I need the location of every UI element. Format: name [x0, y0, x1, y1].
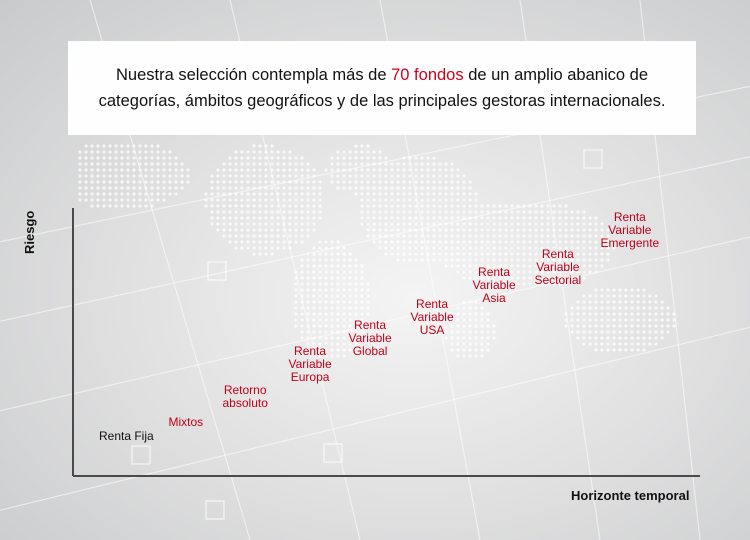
category-label-line: Renta [613, 210, 646, 224]
x-axis-label: Horizonte temporal [571, 488, 690, 503]
banner-text-after: de un amplio abanico de [463, 66, 648, 84]
category-label-line: Variable [536, 260, 580, 274]
category-label-line: Renta [416, 297, 449, 311]
category-label [223, 384, 268, 410]
category-label-line: Variable [348, 331, 392, 345]
category-label [535, 248, 582, 287]
category-label [473, 266, 516, 305]
category-label-line: Renta Fija [99, 429, 154, 443]
category-label-line: Renta [354, 318, 387, 332]
banner-highlight: 70 fondos [391, 66, 464, 84]
category-label-line: absoluto [222, 396, 268, 410]
category-label-line: Emergente [600, 236, 660, 250]
category-label [99, 430, 154, 443]
category-label-line: Asia [482, 291, 506, 305]
category-label-line: Renta [478, 265, 511, 279]
category-label-line: Renta [541, 247, 574, 261]
category-label [169, 416, 204, 429]
category-label [349, 319, 392, 358]
category-label-line: Variable [288, 357, 332, 371]
category-label-line: Variable [410, 310, 454, 324]
category-label [289, 345, 332, 384]
category-label-line: Europa [290, 370, 330, 384]
banner-text-before: Nuestra selección contempla más de [115, 66, 392, 84]
category-label-line: Mixtos [168, 415, 204, 429]
category-label [411, 298, 454, 337]
category-label-line: Sectorial [534, 273, 582, 287]
banner-line2: categorías, ámbitos geográficos y de las principales gestoras internacionales. [98, 92, 666, 110]
category-label-line: USA [419, 323, 445, 337]
y-axis-label: Riesgo [22, 210, 37, 254]
category-label-line: Renta [294, 344, 327, 358]
category-label-line: Global [352, 344, 388, 358]
category-label-line: Variable [608, 223, 652, 237]
category-label-line: Variable [472, 278, 516, 292]
category-label [601, 211, 660, 250]
category-label-line: Retorno [223, 383, 267, 397]
